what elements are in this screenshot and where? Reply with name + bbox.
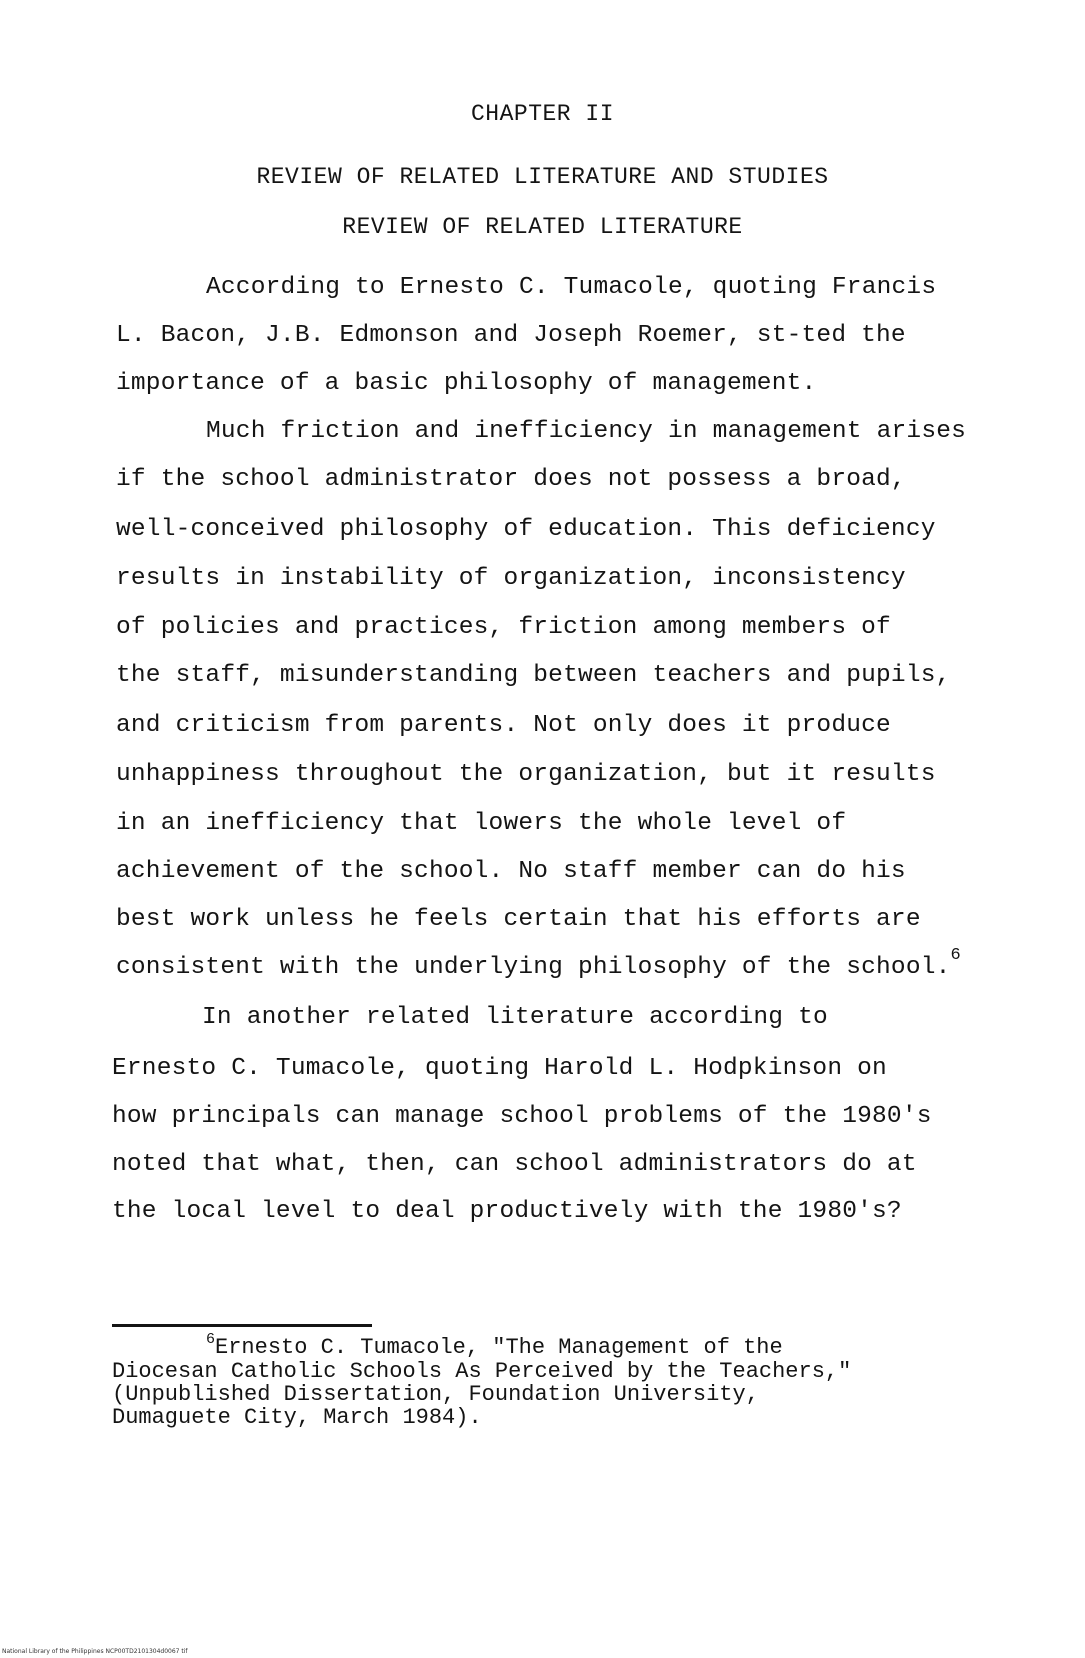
footnote-reference: 6 (950, 946, 961, 965)
body-line: best work unless he feels certain that his efforts are (116, 906, 921, 933)
body-line: In another related literature according to (202, 1004, 828, 1031)
scan-label: National Library of the Philippines NCP00TD2101304d0067 tif (2, 1648, 188, 1655)
body-line: the staff, misunderstanding between teachers and pupils, (116, 662, 951, 689)
body-line: of policies and practices, friction among members of (116, 614, 891, 641)
body-line: well-conceived philosophy of education. This deficiency (116, 516, 936, 543)
footnote-divider (112, 1324, 372, 1327)
body-line: how principals can manage school problems of the 1980's (112, 1103, 932, 1130)
body-line: L. Bacon, J.B. Edmonson and Joseph Roemer, st-ted the (116, 322, 906, 349)
footnote-line: Diocesan Catholic Schools As Perceived by the Teachers," (112, 1359, 852, 1384)
body-line: the local level to deal productively with the 1980's? (112, 1198, 902, 1225)
body-line: unhappiness throughout the organization, but it results (116, 761, 936, 788)
footnote-line (206, 1331, 783, 1360)
footnote-text: Ernesto C. Tumacole, "The Management of the (215, 1335, 783, 1360)
section-title: REVIEW OF RELATED LITERATURE AND STUDIES (256, 164, 829, 190)
footnote-line: (Unpublished Dissertation, Foundation University, (112, 1382, 759, 1407)
body-line: and criticism from parents. Not only does it produce (116, 712, 891, 739)
footnote-marker: 6 (206, 1331, 216, 1348)
body-line: Ernesto C. Tumacole, quoting Harold L. Hodpkinson on (112, 1055, 887, 1082)
body-line: According to Ernesto C. Tumacole, quoting Francis (206, 274, 937, 301)
body-line: if the school administrator does not possess a broad, (116, 466, 906, 493)
body-line-with-footnote-ref (116, 946, 961, 981)
body-line: Much friction and inefficiency in management arises (206, 418, 967, 445)
footnote-line: Dumaguete City, March 1984). (112, 1405, 482, 1430)
body-line: in an inefficiency that lowers the whole level of (116, 810, 847, 837)
body-line: importance of a basic philosophy of management. (116, 370, 817, 397)
body-line-text: consistent with the underlying philosophy of the school. (116, 954, 951, 981)
subsection-title: REVIEW OF RELATED LITERATURE (342, 214, 743, 240)
body-line: results in instability of organization, inconsistency (116, 565, 906, 592)
chapter-title: CHAPTER II (470, 101, 615, 127)
body-line: noted that what, then, can school administrators do at (112, 1151, 917, 1178)
body-line: achievement of the school. No staff member can do his (116, 858, 906, 885)
